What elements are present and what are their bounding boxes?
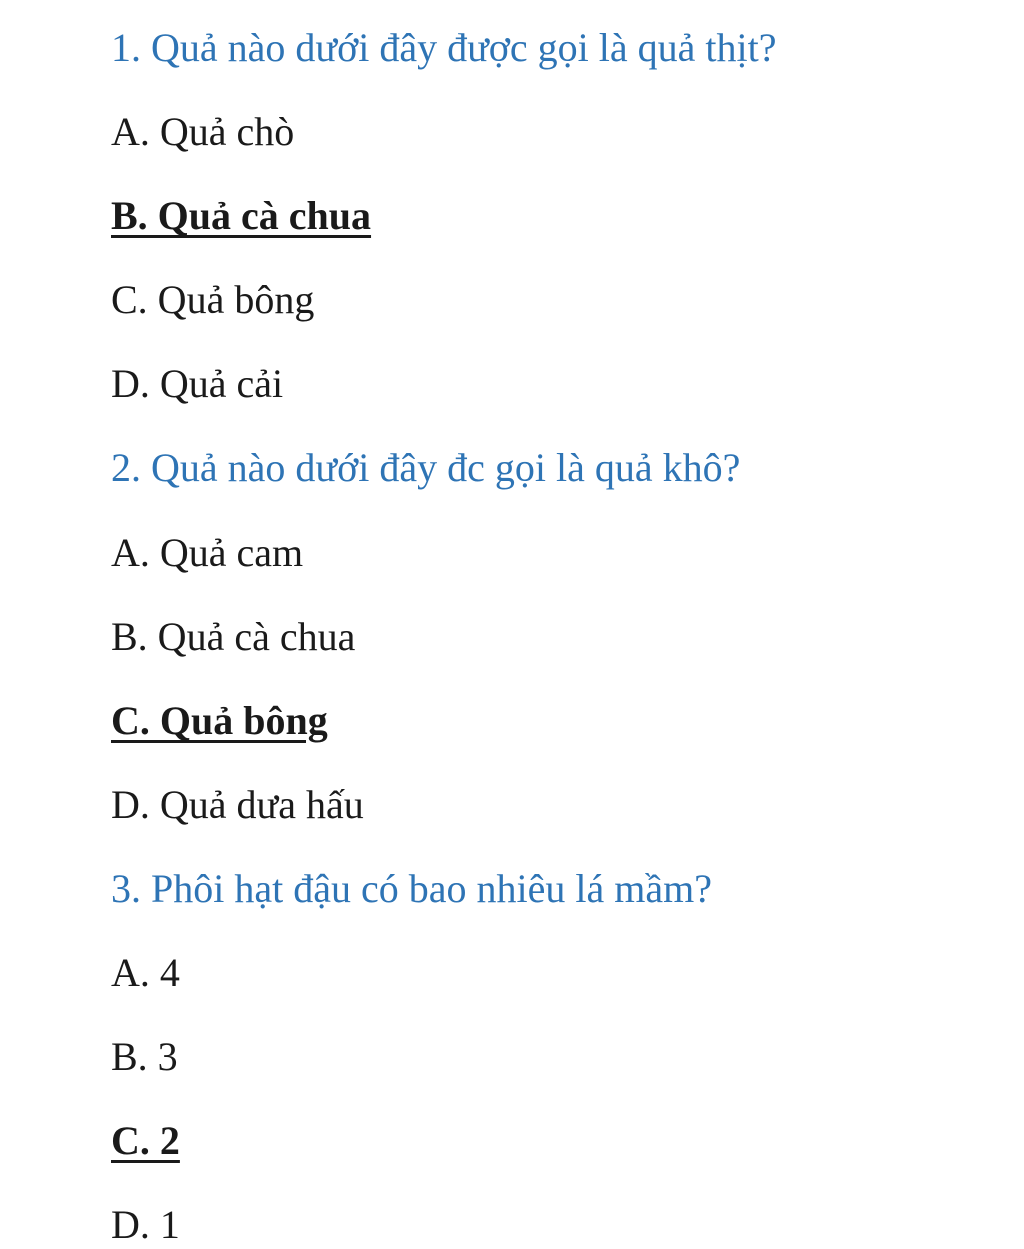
q3-option-d: D. 1 bbox=[111, 1202, 180, 1247]
q3-option-a: A. 4 bbox=[111, 950, 180, 995]
q1-option-d: D. Quả cải bbox=[111, 361, 284, 406]
q2-option-c-correct: C. Quả bông bbox=[111, 698, 328, 743]
q3-option-c-correct: C. 2 bbox=[111, 1118, 180, 1163]
question-2: 2. Quả nào dưới đây đc gọi là quả khô? bbox=[111, 445, 741, 490]
q1-option-a: A. Quả chò bbox=[111, 109, 295, 154]
q2-option-d: D. Quả dưa hấu bbox=[111, 782, 364, 827]
question-1: 1. Quả nào dưới đây được gọi là quả thịt? bbox=[111, 25, 777, 70]
q3-option-b: B. 3 bbox=[111, 1034, 178, 1079]
q1-option-c: C. Quả bông bbox=[111, 277, 315, 322]
q2-option-a: A. Quả cam bbox=[111, 530, 304, 575]
question-3: 3. Phôi hạt đậu có bao nhiêu lá mầm? bbox=[111, 866, 712, 911]
q2-option-b: B. Quả cà chua bbox=[111, 614, 356, 659]
q1-option-b-correct: B. Quả cà chua bbox=[111, 193, 372, 238]
